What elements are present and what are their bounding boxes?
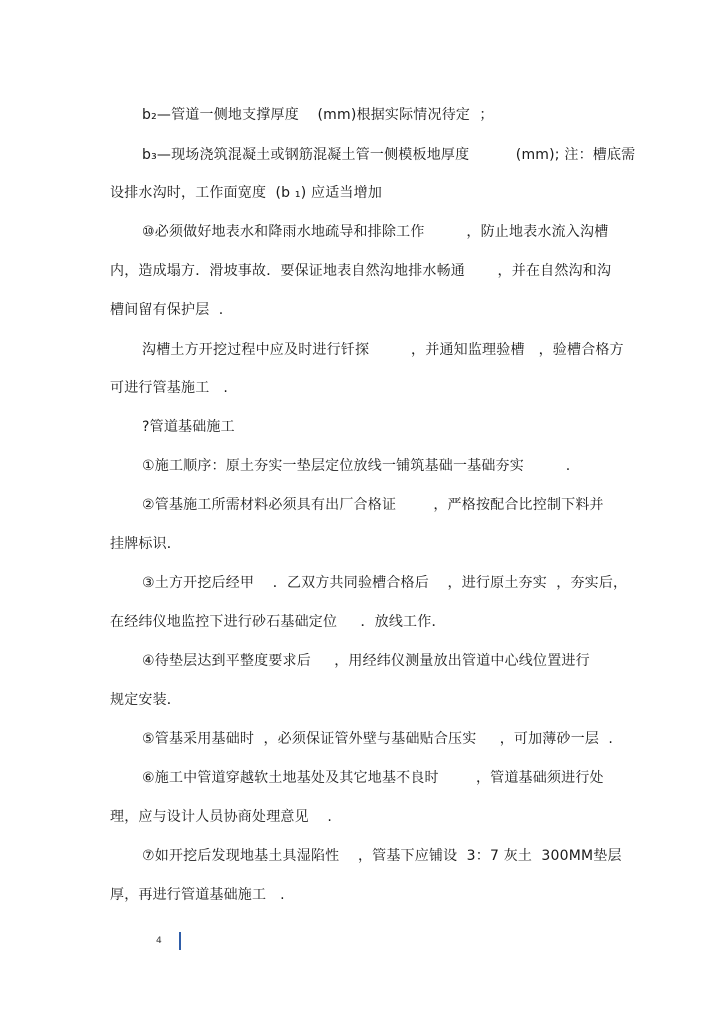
text-line: 挂牌标识． xyxy=(110,536,181,552)
text-line: b₃—现场浇筑混凝土或钢筋混凝土管一侧模板地厚度 (mm); 注：槽底需 xyxy=(142,147,636,163)
text-line: 在经纬仪地监控下进行砂石基础定位 ．放线工作． xyxy=(110,614,446,630)
text-line: 厚，再进行管道基础施工 . xyxy=(110,887,285,903)
text-line: ②管基施工所需材料必须具有出厂合格证 ，严格按配合比控制下料并 xyxy=(142,497,604,513)
page-number-divider xyxy=(179,932,181,950)
text-line: 可进行管基施工 . xyxy=(110,380,229,396)
text-line: ⑩必须做好地表水和降雨水地疏导和排除工作 ，防止地表水流入沟槽 xyxy=(142,224,609,240)
page-number: 4 xyxy=(156,936,162,946)
text-line: ①施工顺序：原土夯实一垫层定位放线一铺筑基础一基础夯实 . xyxy=(142,458,571,474)
text-line: ⑥施工中管道穿越软土地基处及其它地基不良时 ，管道基础须进行处 xyxy=(142,770,604,786)
section-heading: ?管道基础施工 xyxy=(142,419,235,435)
text-line: 设排水沟时，工作面宽度 (b ₁) 应适当增加 xyxy=(110,185,383,201)
text-line: ⑦如开挖后发现地基土具湿陷性 ，管基下应铺设 3：7 灰土 300MM垫层 xyxy=(142,848,622,864)
text-line: 理，应与设计人员协商处理意见 . xyxy=(110,809,333,825)
text-line: b₂—管道一侧地支撑厚度 (mm)根据实际情况待定 ； xyxy=(142,107,494,123)
text-line: ④待垫层达到平整度要求后 ，用经纬仪测量放出管道中心线位置进行 xyxy=(142,653,590,669)
text-line: ③土方开挖后经甲 ．乙双方共同验槽合格后 ，进行原土夯实 ，夯实后， xyxy=(142,575,628,591)
text-line: 槽间留有保护层 . xyxy=(110,302,224,318)
text-line: 沟槽土方开挖过程中应及时进行钎探 ，并通知监理验槽 ，验槽合格方 xyxy=(142,342,624,358)
text-line: ⑤管基采用基础时 ，必须保证管外壁与基础贴合压实 ，可加薄砂一层 . xyxy=(142,731,614,747)
text-line: 内，造成塌方．滑坡事故．要保证地表自然沟地排水畅通 ，并在自然沟和沟 xyxy=(110,263,612,279)
text-line: 规定安装． xyxy=(110,692,181,708)
